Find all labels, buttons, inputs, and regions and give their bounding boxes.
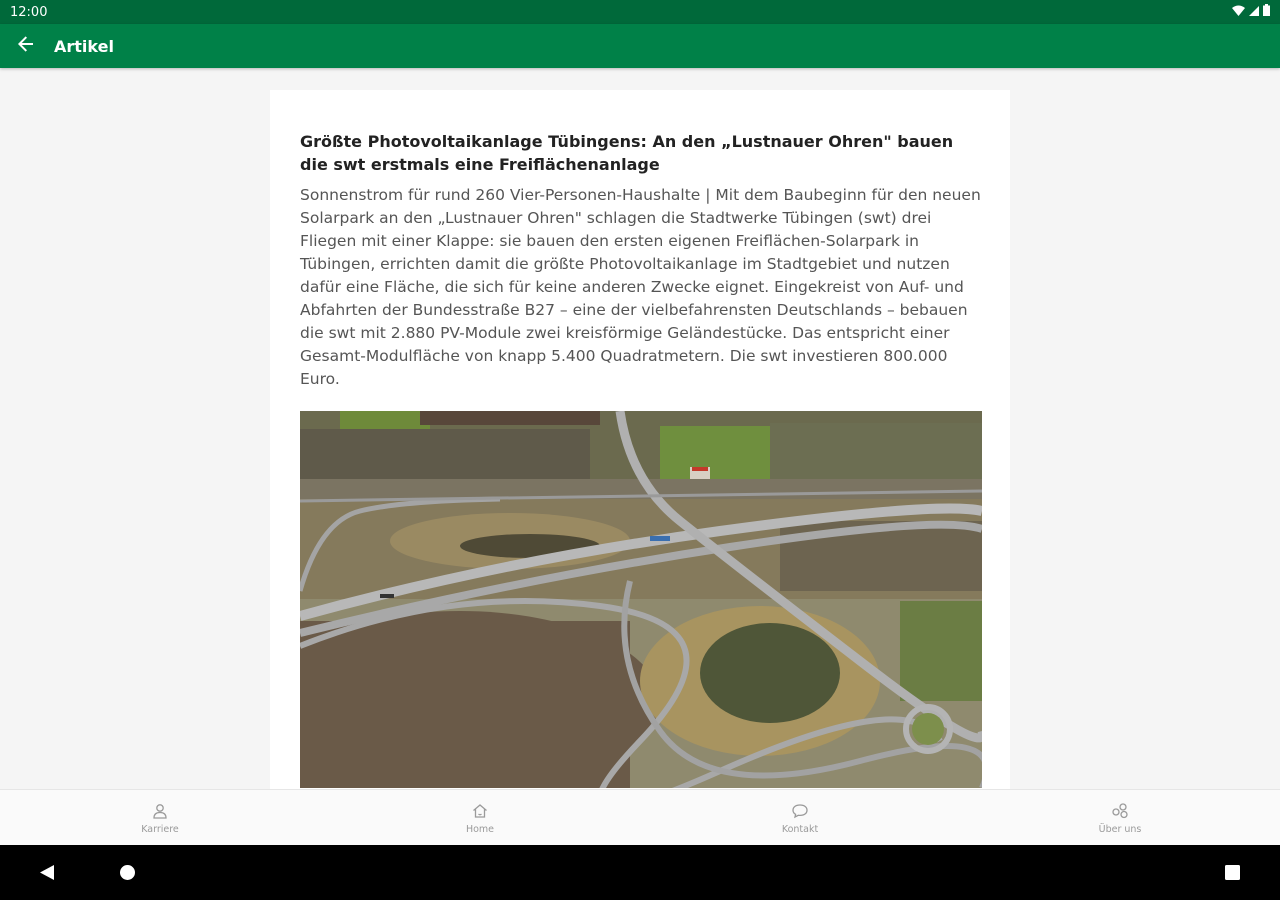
page-title: Artikel: [54, 36, 114, 56]
nav-label-ueber-uns: Über uns: [1098, 823, 1142, 835]
nav-item-karriere[interactable]: [0, 790, 320, 845]
app-bar: [0, 24, 1280, 68]
status-time: 12:00: [10, 4, 48, 20]
bottom-navigation: [0, 789, 1280, 845]
system-recents-icon[interactable]: [1225, 865, 1240, 884]
status-bar: [0, 0, 1280, 24]
nav-label-karriere: Karriere: [141, 823, 179, 835]
wifi-icon: [1232, 5, 1245, 20]
chat-bubble-icon: [790, 801, 810, 821]
group-icon: [1110, 801, 1130, 821]
status-icons: [1232, 4, 1270, 20]
battery-icon: [1263, 4, 1270, 20]
arrow-left-icon: [17, 35, 35, 57]
nav-item-ueber-uns[interactable]: [960, 790, 1280, 845]
nav-item-home[interactable]: [320, 790, 640, 845]
nav-label-kontakt: Kontakt: [781, 823, 819, 835]
article-image: [300, 411, 982, 788]
signal-icon: [1249, 5, 1259, 20]
person-icon: [150, 801, 170, 821]
home-icon: [470, 801, 490, 821]
article-headline: Größte Photovoltaikanlage Tübingens: An den „Lustnauer Ohren" bauen die swt erstmals eine Freiflächenanlage: [300, 132, 954, 174]
back-button[interactable]: [14, 34, 38, 58]
article-body: Sonnenstrom für rund 260 Vier-Personen-Haushalte | Mit dem Baubeginn für den neuen Solarpark an den „Lustnauer Ohren" schlagen die Stadtwerke Tübingen (swt) drei Fliegen mit einer Klappe: sie bauen den ersten eigenen Freiflächen-Solarpark in Tübingen, errichten damit die größte Photovoltaikanlage im Stadtgebiet und nutzen dafür eine Fläche, die sich für keine anderen Zwecke eignet. Eingekreist von Auf- und Abfahrten der Bundesstraße B27 – eine der vielbefahrensten Deutschlands – bebauen die swt mit 2.880 PV-Module zwei kreisförmige Geländestücke. Das entspricht einer Gesamt-Modulfläche von knapp 5.400 Quadratmetern. Die swt investieren 800.000 Euro.: [300, 186, 981, 388]
system-back-icon[interactable]: [40, 865, 54, 884]
system-navigation-bar: [0, 845, 1280, 900]
nav-label-home: Home: [465, 823, 495, 835]
article-scroll-area[interactable]: [0, 68, 1280, 789]
article-card: [270, 90, 1010, 789]
nav-item-kontakt[interactable]: [640, 790, 960, 845]
system-home-icon[interactable]: [120, 865, 135, 884]
